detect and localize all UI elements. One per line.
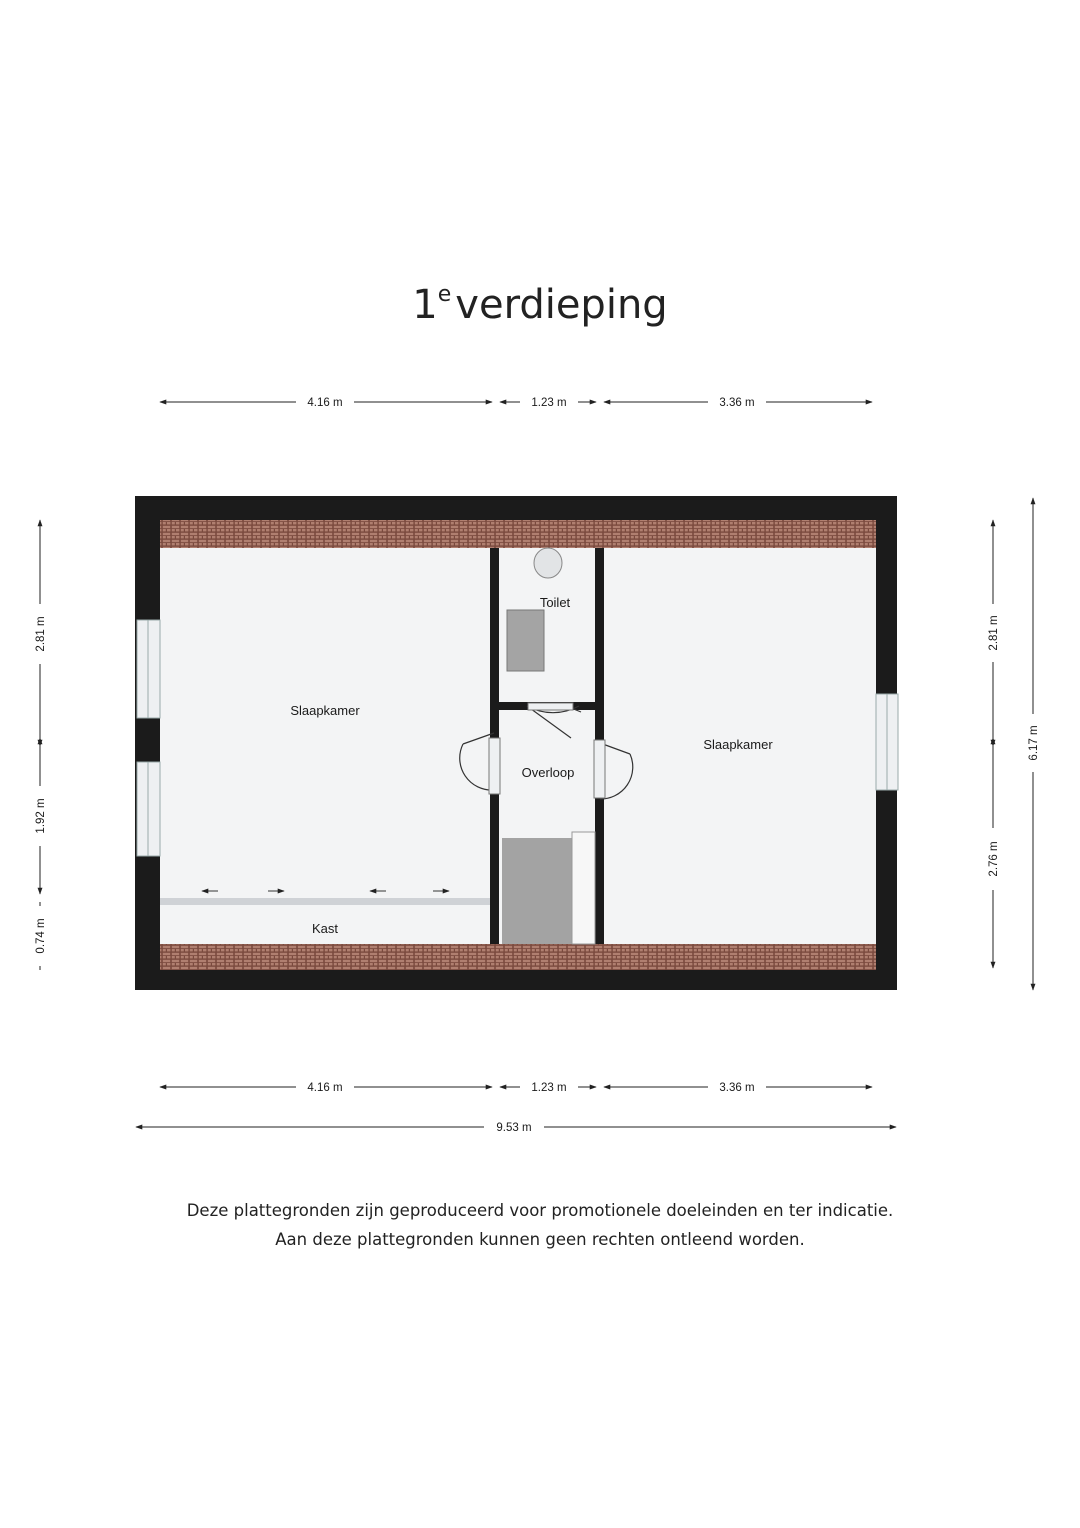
dim-right-upper: 2.81 m (988, 615, 1000, 651)
dim-left-upper: 2.81 m (35, 616, 47, 652)
closet-rail (160, 898, 490, 905)
dim-bottom-total: 9.53 m (496, 1122, 532, 1134)
dim-top-middle: 1.23 m (531, 397, 567, 409)
label-bedroom-left: Slaapkamer (290, 703, 360, 718)
dim-right-total: 6.17 m (1028, 725, 1040, 761)
dim-bottom-right: 3.36 m (719, 1082, 755, 1094)
stair-landing (572, 832, 595, 944)
dim-top-right: 3.36 m (719, 397, 755, 409)
staircase (502, 838, 572, 944)
toilet-bowl (534, 548, 562, 578)
label-closet: Kast (311, 921, 339, 936)
dim-bottom-middle: 1.23 m (531, 1082, 567, 1094)
label-toilet: Toilet (539, 595, 571, 610)
roof-tiles-bottom (160, 944, 876, 970)
floor-number: 1 (412, 282, 438, 328)
roof-tiles-top (160, 520, 876, 548)
disclaimer (0, 1196, 1080, 1254)
label-bedroom-right: Slaapkamer (703, 737, 773, 752)
disclaimer-line-2: Aan deze plattegronden kunnen geen rechten ontleend worden. (275, 1230, 805, 1249)
washbasin (507, 610, 544, 671)
dim-left-middle: 1.92 m (35, 798, 47, 834)
building (135, 496, 898, 990)
disclaimer-line-1: Deze plattegronden zijn geproduceerd voor promotionele doeleinden en ter indicatie. (186, 1201, 894, 1220)
floor-title-text: verdieping (455, 282, 668, 328)
label-landing: Overloop (521, 765, 575, 780)
dim-top-left: 4.16 m (307, 397, 343, 409)
dim-left-lower: 0.74 m (35, 918, 47, 954)
floor-superscript: e (437, 282, 452, 307)
dim-right-lower: 2.76 m (988, 841, 1000, 877)
dim-bottom-left: 4.16 m (307, 1082, 343, 1094)
